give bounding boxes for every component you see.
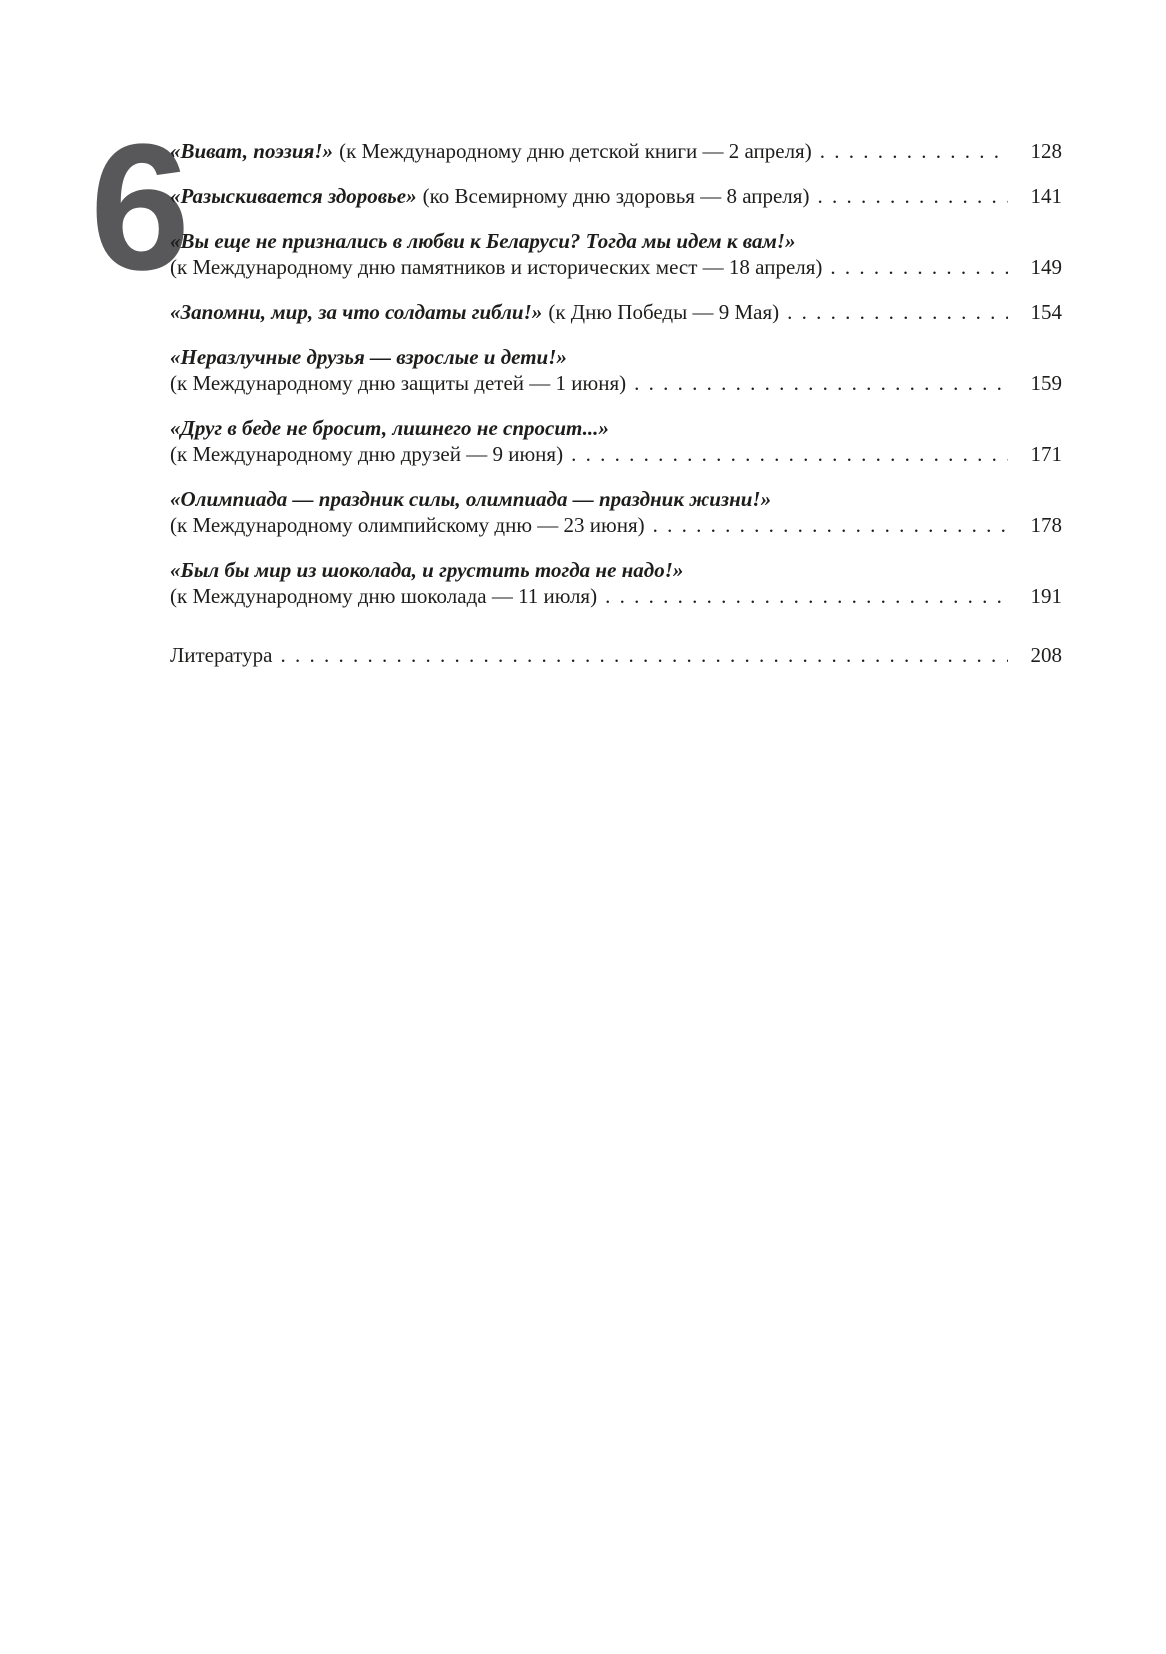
dot-leader bbox=[830, 254, 1008, 280]
toc-entry-subtitle: (к Международному дню памятников и исторических мест — 18 апреля) bbox=[170, 255, 823, 279]
toc-entry-subtitle: (к Международному олимпийскому дню — 23 июня) bbox=[170, 513, 645, 537]
table-of-contents bbox=[170, 138, 1062, 687]
toc-entry-title: «Разыскивается здоровье» bbox=[170, 184, 417, 208]
toc-entry bbox=[170, 344, 1062, 396]
toc-entry-page-number: 154 bbox=[1030, 300, 1062, 324]
toc-entry-subtitle: (к Дню Победы — 9 Мая) bbox=[548, 300, 780, 324]
toc-entry-line bbox=[170, 441, 1062, 467]
toc-entry-subtitle: (к Международному дню детской книги — 2 апреля) bbox=[339, 139, 812, 163]
toc-entry-line bbox=[170, 254, 1062, 280]
toc-entry-title: «Друг в беде не бросит, лишнего не спросит...» bbox=[170, 416, 609, 440]
page-corner-number: 6 bbox=[90, 107, 191, 308]
toc-entry-title: «Олимпиада — праздник силы, олимпиада — праздник жизни!» bbox=[170, 487, 772, 511]
dot-leader bbox=[820, 138, 1008, 164]
toc-entry-line bbox=[170, 344, 1062, 370]
toc-entry-line bbox=[170, 228, 1062, 254]
toc-entry-page-number: 171 bbox=[1030, 442, 1062, 466]
toc-entry-literature bbox=[170, 642, 1062, 668]
toc-entry-line bbox=[170, 299, 1062, 325]
toc-entry-subtitle: (к Международному дню защиты детей — 1 июня) bbox=[170, 371, 627, 395]
toc-entry bbox=[170, 486, 1062, 538]
toc-entry-page-number: 191 bbox=[1030, 584, 1062, 608]
toc-entry-line bbox=[170, 415, 1062, 441]
toc-entry bbox=[170, 138, 1062, 164]
toc-entry-title: «Запомни, мир, за что солдаты гибли!» bbox=[170, 300, 543, 324]
toc-entry-subtitle: (к Международному дню шоколада — 11 июля) bbox=[170, 584, 598, 608]
toc-entry-line bbox=[170, 642, 1062, 668]
toc-entry-line bbox=[170, 583, 1062, 609]
toc-entry-page-number: 208 bbox=[1030, 643, 1062, 667]
toc-entry-page-number: 178 bbox=[1030, 513, 1062, 537]
dot-leader bbox=[571, 441, 1008, 467]
toc-entry-subtitle: (к Международному дню друзей — 9 июня) bbox=[170, 442, 564, 466]
toc-entry-title: «Виват, поэзия!» bbox=[170, 139, 333, 163]
toc-entry-page-number: 128 bbox=[1030, 139, 1062, 163]
toc-entry bbox=[170, 557, 1062, 609]
toc-entry bbox=[170, 183, 1062, 209]
toc-entry-line bbox=[170, 486, 1062, 512]
toc-entry-title: Литература bbox=[170, 643, 273, 667]
toc-entry-line bbox=[170, 183, 1062, 209]
toc-entry-line bbox=[170, 370, 1062, 396]
toc-entry bbox=[170, 299, 1062, 325]
toc-entry-title: «Вы еще не признались в любви к Беларуси? Тогда мы идем к вам!» bbox=[170, 229, 796, 253]
toc-entry-page-number: 149 bbox=[1030, 255, 1062, 279]
toc-entry-page-number: 141 bbox=[1030, 184, 1062, 208]
dot-leader bbox=[634, 370, 1008, 396]
toc-entry-line bbox=[170, 557, 1062, 583]
dot-leader bbox=[280, 642, 1008, 668]
toc-entry-title: «Был бы мир из шоколада, и грустить тогда не надо!» bbox=[170, 558, 684, 582]
toc-entry-subtitle: (ко Всемирному дню здоровья — 8 апреля) bbox=[422, 184, 810, 208]
dot-leader bbox=[817, 183, 1008, 209]
toc-entry-line bbox=[170, 138, 1062, 164]
toc-entry-title: «Неразлучные друзья — взрослые и дети!» bbox=[170, 345, 567, 369]
toc-entry-page-number: 159 bbox=[1030, 371, 1062, 395]
dot-leader bbox=[653, 512, 1008, 538]
toc-entry bbox=[170, 228, 1062, 280]
dot-leader bbox=[605, 583, 1008, 609]
toc-entry-line bbox=[170, 512, 1062, 538]
toc-entry bbox=[170, 415, 1062, 467]
dot-leader bbox=[787, 299, 1008, 325]
